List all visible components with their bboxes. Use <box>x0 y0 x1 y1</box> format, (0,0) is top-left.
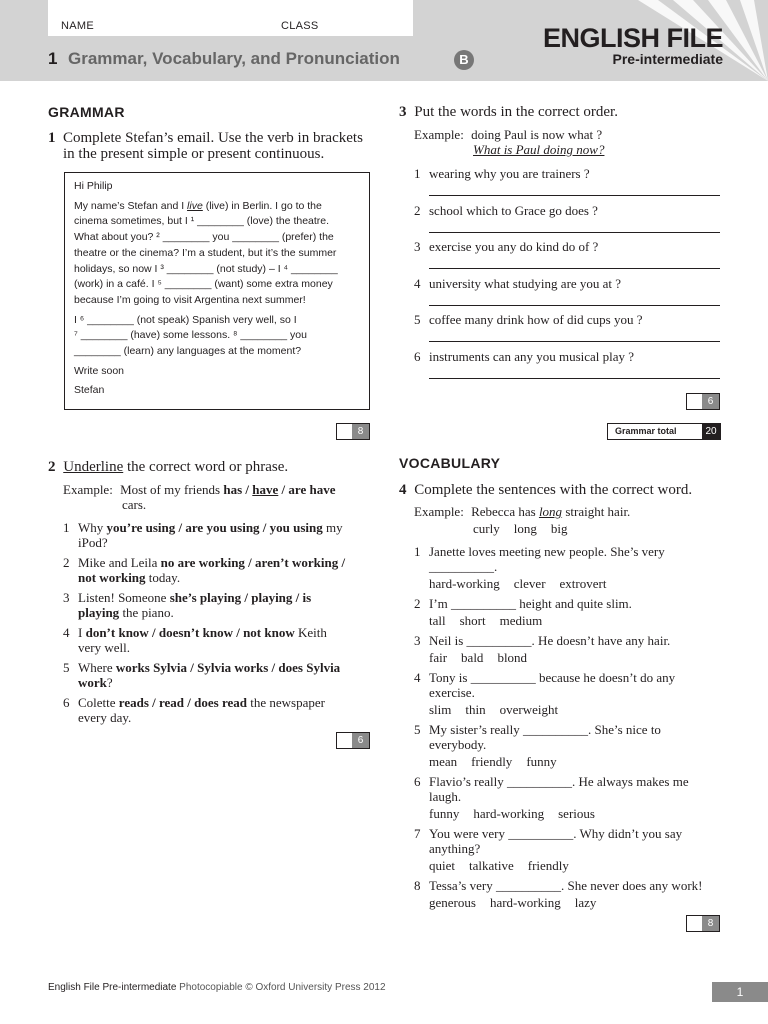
option-word: mean <box>429 754 458 769</box>
item-number: 6 <box>414 774 421 789</box>
q2-score-box[interactable] <box>336 732 370 749</box>
item-text: laugh. <box>429 789 462 804</box>
item-options <box>429 806 724 821</box>
option-word: blond <box>497 650 528 665</box>
item-options <box>429 576 724 591</box>
item-options <box>429 650 724 665</box>
item-options: you’re using / are you using / you using <box>106 520 323 535</box>
item-number: 3 <box>414 239 421 254</box>
item-text: everybody. <box>429 737 487 752</box>
q3-instruction-text: Put the words in the correct order. <box>414 104 618 120</box>
q3-instruction <box>399 104 618 120</box>
q4-item[interactable] <box>414 670 724 717</box>
item-text: instruments can any you musical play ? <box>429 348 635 364</box>
q1-instruction-line2: in the present simple or present continuous. <box>63 146 325 162</box>
item-options: not working <box>78 570 146 585</box>
class-label: CLASS <box>281 20 319 32</box>
item-text: My sister’s really __________. She’s nice to <box>429 722 661 737</box>
email-line: ⁷ ________ (have) some lessons. ⁸ ________ you <box>74 329 307 342</box>
item-number: 4 <box>414 670 421 685</box>
item-text: iPod? <box>78 535 108 550</box>
q2-example: Example: Most of my friends has / have / are have cars. <box>63 482 373 512</box>
email-signature: Stefan <box>74 384 105 397</box>
option-word: thin <box>465 702 486 717</box>
q2-example-line2: cars. <box>122 497 147 512</box>
item-number: 5 <box>414 312 421 327</box>
q4-instruction-text: Complete the sentences with the correct word. <box>414 482 693 498</box>
option-word: hard-working <box>429 576 500 591</box>
q2-item[interactable] <box>63 520 375 550</box>
option-word: hard-working <box>489 895 561 910</box>
option-word: clever <box>513 576 546 591</box>
item-text: I <box>78 625 86 640</box>
item-number: 2 <box>414 202 421 218</box>
item-options: work <box>78 675 107 690</box>
item-text: wearing why you are trainers ? <box>429 166 590 181</box>
item-text: very well. <box>78 640 130 655</box>
q4-item[interactable] <box>414 722 724 769</box>
q3-item <box>414 312 720 349</box>
q3-items <box>414 166 720 385</box>
q2-items <box>63 520 375 730</box>
option-word: funny <box>526 754 557 769</box>
q2-example-opt2: have <box>252 482 279 497</box>
name-class-box[interactable] <box>48 0 413 36</box>
test-number: 1 <box>48 49 58 68</box>
item-text: Neil is __________. He doesn’t have any hair. <box>429 633 671 648</box>
item-number: 6 <box>63 695 70 710</box>
q1-score: 8 <box>352 424 369 439</box>
item-number: 7 <box>414 826 421 841</box>
email-line: My name’s Stefan and I live (live) in Berlin. I go to the <box>74 199 322 212</box>
email-line: holidays, so now I ³ ________ (not study) – I ⁴ ________ <box>74 262 338 275</box>
q1-instruction-line1: Complete Stefan’s email. Use the verb in brackets <box>63 130 363 146</box>
q3-score: 6 <box>702 394 719 409</box>
q3-example-label: Example: <box>414 127 464 142</box>
item-number: 3 <box>63 590 70 605</box>
item-options: she’s playing / playing / is <box>169 590 312 605</box>
q2-score: 6 <box>352 733 369 748</box>
option-word: bald <box>461 650 484 665</box>
item-text: Listen! Someone <box>78 590 170 605</box>
item-number: 2 <box>63 555 70 570</box>
q3-example <box>414 127 604 157</box>
item-text: exercise. <box>429 685 475 700</box>
item-text: ? <box>106 675 113 690</box>
q3-number: 3 <box>399 104 407 120</box>
option-word: friendly <box>471 754 513 769</box>
answer-line[interactable] <box>429 378 720 379</box>
q4-item[interactable] <box>414 633 724 665</box>
email-line: ________ (learn) any languages at the moment? <box>74 345 302 358</box>
q1-number: 1 <box>48 130 56 146</box>
item-text: today. <box>145 570 181 585</box>
option-word: short <box>459 613 486 628</box>
option-word: generous <box>429 895 476 910</box>
q4-item[interactable] <box>414 596 724 628</box>
q4-item[interactable] <box>414 774 724 821</box>
q4-number: 4 <box>399 482 407 498</box>
vocabulary-heading: VOCABULARY <box>399 455 501 471</box>
item-text: Keith <box>294 625 327 640</box>
item-text: anything? <box>429 841 481 856</box>
q3-example-answer: What is Paul doing now? <box>473 142 605 157</box>
footer-book-title: English File Pre-intermediate <box>48 982 177 993</box>
item-number: 1 <box>63 520 70 535</box>
item-number: 8 <box>414 878 421 893</box>
q2-item[interactable] <box>63 625 375 655</box>
item-number: 5 <box>63 660 70 675</box>
q3-item <box>414 203 720 240</box>
brand-logo: ENGLISH FILE <box>542 23 723 53</box>
item-text: Mike and Leila <box>78 555 161 570</box>
q4-score-box[interactable] <box>686 915 720 932</box>
email-greeting: Hi Philip <box>74 180 113 192</box>
item-text: Flavio’s really __________. He always makes me <box>429 774 689 789</box>
grammar-total-label: Grammar total <box>615 426 677 436</box>
item-number: 4 <box>414 275 421 291</box>
footer-copyright: Photocopiable © Oxford University Press 2012 <box>176 982 386 993</box>
q1-score-box[interactable] <box>336 423 370 440</box>
email-line: theatre or the cinema? I’m a student, but it’s the summer <box>74 246 337 259</box>
item-options <box>429 702 724 717</box>
q4-example-answer: long <box>538 504 563 519</box>
grammar-total-box[interactable] <box>607 423 721 440</box>
q2-underline-word: Underline <box>63 459 124 475</box>
item-text: You were very __________. Why didn’t you say <box>429 826 683 841</box>
q4-instruction <box>399 482 692 498</box>
item-text: exercise you any do kind do of ? <box>429 239 599 254</box>
q3-score-box[interactable] <box>686 393 720 410</box>
item-number: 3 <box>414 633 421 648</box>
footer-credit <box>48 982 386 993</box>
item-options: playing <box>78 605 120 620</box>
q4-item[interactable] <box>414 544 724 591</box>
q3-item <box>414 166 720 203</box>
q2-example-pre: Most of my friends <box>120 482 224 497</box>
item-text: Colette <box>78 695 119 710</box>
test-title: Grammar, Vocabulary, and Pronunciation <box>68 49 400 68</box>
email-signoff: Write soon <box>74 364 124 377</box>
item-text: Where <box>78 660 116 675</box>
item-text: school which to Grace go does ? <box>429 202 598 218</box>
item-text: every day. <box>78 710 132 725</box>
option-word: funny <box>429 806 460 821</box>
item-text: the newspaper <box>247 695 325 710</box>
q2-item[interactable] <box>63 660 375 690</box>
q2-instruction <box>48 459 378 475</box>
email-box <box>64 172 370 410</box>
answer-line[interactable] <box>429 268 720 269</box>
name-label: NAME <box>61 20 94 32</box>
answer-line[interactable] <box>429 341 720 342</box>
option-word: serious <box>558 806 595 821</box>
q4-item[interactable] <box>414 826 724 873</box>
q4-items <box>414 544 724 915</box>
item-text: Tessa’s very __________. She never does any work! <box>429 878 703 893</box>
item-text: Why <box>78 520 107 535</box>
q2-item[interactable] <box>63 695 375 725</box>
item-text: __________. <box>429 559 498 574</box>
item-text: I’m __________ height and quite slim. <box>429 596 632 611</box>
q4-item[interactable] <box>414 878 724 910</box>
email-line: (work) in a café. I ⁵ ________ (want) some extra money <box>74 278 333 291</box>
item-text: Janette loves meeting new people. She’s very <box>429 544 665 559</box>
item-text: coffee many drink how of did cups you ? <box>429 312 643 327</box>
q2-example-opt1: has <box>223 482 243 497</box>
option-word: curly <box>473 521 500 536</box>
option-word: slim <box>429 702 452 717</box>
q2-instruction-text: the correct word or phrase. <box>123 459 289 475</box>
option-word: long <box>513 521 537 536</box>
email-line: cinema sometimes, but I ¹ ________ (love) the theatre. <box>74 215 330 228</box>
item-text: university what studying are you at ? <box>429 275 622 291</box>
answer-line[interactable] <box>429 195 720 196</box>
item-options: don’t know / doesn’t know / not know <box>85 625 295 640</box>
q4-example-post: straight hair. <box>562 504 631 519</box>
answer-line[interactable] <box>429 232 720 233</box>
q2-example-opt3: are have <box>288 482 336 497</box>
option-word: overweight <box>499 702 559 717</box>
option-word: talkative <box>469 858 514 873</box>
q4-score: 8 <box>702 916 719 931</box>
item-options <box>429 754 724 769</box>
option-word: hard-working <box>473 806 545 821</box>
option-word: quiet <box>429 858 455 873</box>
level-label: Pre-intermediate <box>612 51 723 67</box>
option-word: friendly <box>527 858 569 873</box>
answer-line[interactable] <box>429 305 720 306</box>
item-text: my <box>322 520 343 535</box>
item-number: 1 <box>414 544 421 559</box>
option-word: fair <box>429 650 448 665</box>
option-word: medium <box>499 613 543 628</box>
q4-example <box>414 504 630 536</box>
option-word: extrovert <box>559 576 607 591</box>
item-number: 1 <box>414 166 421 181</box>
version-badge: B <box>454 50 474 70</box>
grammar-heading: GRAMMAR <box>48 104 125 120</box>
email-line: What about you? ² ________ you ________ (prefer) the <box>74 231 334 244</box>
item-options: reads / read / does read <box>118 695 247 710</box>
option-word: tall <box>429 613 446 628</box>
q3-item <box>414 276 720 313</box>
q1-instruction <box>48 130 378 162</box>
item-options <box>429 858 724 873</box>
q2-item[interactable] <box>63 590 375 620</box>
q4-example-pre: Rebecca has <box>471 504 539 519</box>
q2-example-label: Example: <box>63 482 113 497</box>
q2-item[interactable] <box>63 555 375 585</box>
item-text: the piano. <box>119 605 174 620</box>
q3-item <box>414 349 720 386</box>
item-number: 6 <box>414 348 421 364</box>
q2-number: 2 <box>48 459 56 475</box>
grammar-total-value: 20 <box>702 424 720 439</box>
option-word: big <box>550 521 568 536</box>
item-text: Tony is __________ because he doesn’t do any <box>429 670 676 685</box>
item-options <box>429 613 724 628</box>
item-options: works Sylvia / Sylvia works / does Sylvia <box>115 660 341 675</box>
item-number: 4 <box>63 625 70 640</box>
q3-example-words: doing Paul is now what ? <box>471 127 603 142</box>
email-line: because I’m going to visit Argentina next summer! <box>74 293 306 306</box>
q3-item <box>414 239 720 276</box>
item-number: 5 <box>414 722 421 737</box>
q4-example-options <box>473 521 630 536</box>
item-number: 2 <box>414 596 421 611</box>
option-word: lazy <box>574 895 597 910</box>
item-options <box>429 895 724 910</box>
page-number: 1 <box>712 982 768 1002</box>
q4-example-label: Example: <box>414 504 464 519</box>
item-options: no are working / aren’t working / <box>160 555 346 570</box>
email-line: I ⁶ ________ (not speak) Spanish very well, so I <box>74 313 297 326</box>
